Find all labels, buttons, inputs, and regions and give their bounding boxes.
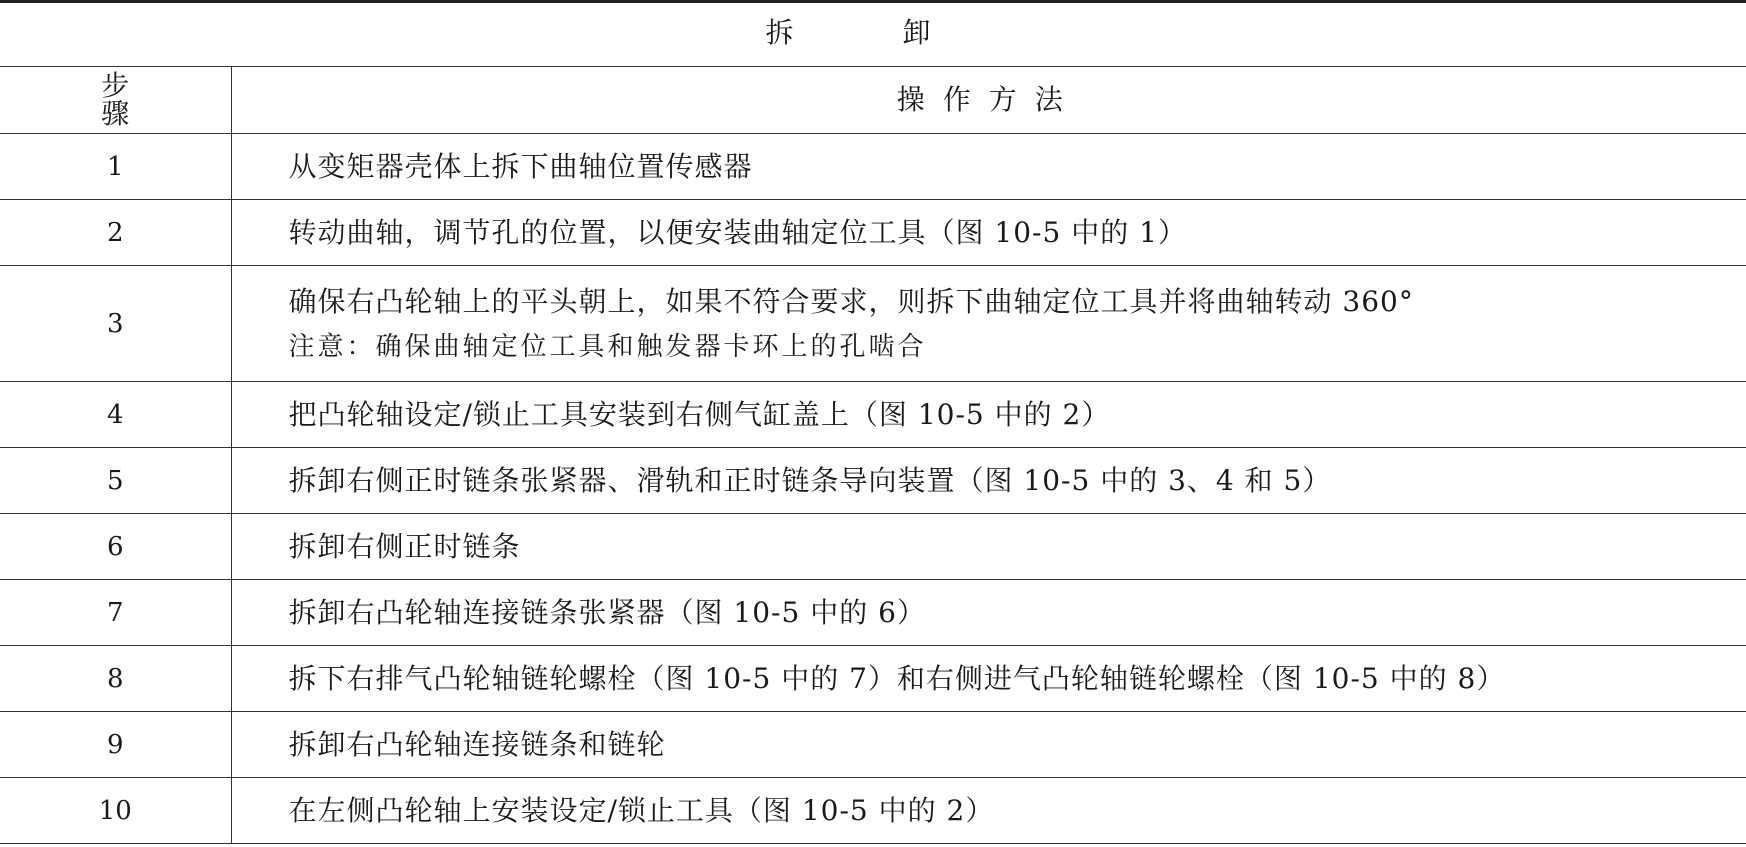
method-text: 转动曲轴，调节孔的位置，以便安装曲轴定位工具（图 10-5 中的 1） xyxy=(231,200,1746,266)
table-row xyxy=(0,646,1746,712)
table-row xyxy=(0,200,1746,266)
method-text: 拆下右排气凸轮轴链轮螺栓（图 10-5 中的 7）和右侧进气凸轮轴链轮螺栓（图 10-5 中的 8） xyxy=(231,646,1746,712)
method-column-header: 操作方法 xyxy=(231,67,1746,134)
method-text: 确保右凸轮轴上的平头朝上，如果不符合要求，则拆下曲轴定位工具并将曲轴转动 360° xyxy=(288,284,1414,318)
method-text: 在左侧凸轮轴上安装设定/锁止工具（图 10-5 中的 2） xyxy=(231,778,1746,844)
note-text: 注意：确保曲轴定位工具和触发器卡环上的孔啮合 xyxy=(288,331,927,362)
method-cell xyxy=(231,266,1746,382)
table-row xyxy=(0,448,1746,514)
method-text: 拆卸右凸轮轴连接链条张紧器（图 10-5 中的 6） xyxy=(231,580,1746,646)
step-number: 8 xyxy=(0,646,231,712)
step-number: 10 xyxy=(0,778,231,844)
step-number: 1 xyxy=(0,134,231,200)
table-row xyxy=(0,266,1746,382)
step-number: 9 xyxy=(0,712,231,778)
table-row xyxy=(0,778,1746,844)
method-text: 拆卸右侧正时链条 xyxy=(231,514,1746,580)
step-number: 5 xyxy=(0,448,231,514)
method-text: 把凸轮轴设定/锁止工具安装到右侧气缸盖上（图 10-5 中的 2） xyxy=(231,382,1746,448)
table-title: 拆 卸 xyxy=(0,0,1746,67)
table-row xyxy=(0,712,1746,778)
table-row xyxy=(0,514,1746,580)
table-row xyxy=(0,382,1746,448)
step-number: 6 xyxy=(0,514,231,580)
method-text: 拆卸右凸轮轴连接链条和链轮 xyxy=(231,712,1746,778)
table-row xyxy=(0,580,1746,646)
method-text: 拆卸右侧正时链条张紧器、滑轨和正时链条导向装置（图 10-5 中的 3、4 和 5） xyxy=(231,448,1746,514)
step-number: 7 xyxy=(0,580,231,646)
header-row xyxy=(0,67,1746,134)
table-row xyxy=(0,134,1746,200)
method-text: 从变矩器壳体上拆下曲轴位置传感器 xyxy=(231,134,1746,200)
title-row xyxy=(0,0,1746,67)
step-column-header: 步 骤 xyxy=(0,67,231,134)
step-number: 3 xyxy=(0,266,231,382)
step-number: 4 xyxy=(0,382,231,448)
step-number: 2 xyxy=(0,200,231,266)
